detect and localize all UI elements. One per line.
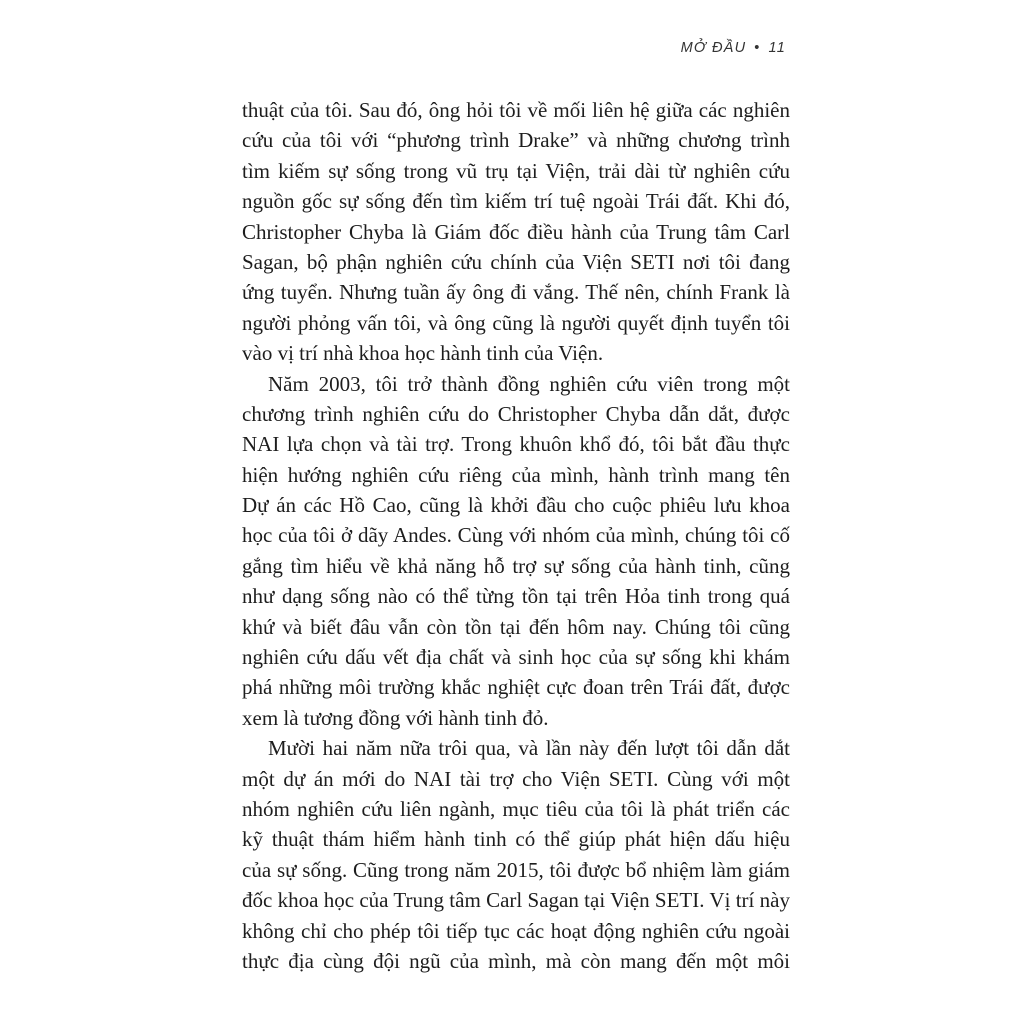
text-line: như dạng sống nào có thể từng tồn tại trên Hỏa tinh trong quá <box>242 584 790 609</box>
text-line: ứng tuyển. Nhưng tuần ấy ông đi vắng. Thế nên, chính Frank là <box>242 280 790 305</box>
text-line: NAI lựa chọn và tài trợ. Trong khuôn khổ đó, tôi bắt đầu thực <box>242 432 790 457</box>
body-text <box>242 95 790 976</box>
text-line: nghiên cứu dấu vết địa chất và sinh học của sự sống khi khám <box>242 645 790 670</box>
text-line: tìm kiếm sự sống trong vũ trụ tại Viện, trải dài từ nghiên cứu <box>242 158 790 183</box>
text-line: không chỉ cho phép tôi tiếp tục các hoạt động nghiên cứu ngoài <box>242 918 790 943</box>
paragraph <box>242 95 790 369</box>
text-line: học của tôi ở dãy Andes. Cùng với nhóm của mình, chúng tôi cố <box>242 523 790 548</box>
text-line: gắng tìm hiểu về khả năng hỗ trợ sự sống của hành tinh, cũng <box>242 553 790 578</box>
text-line: đốc khoa học của Trung tâm Carl Sagan tại Viện SETI. Vị trí này <box>242 888 790 913</box>
text-line: một dự án mới do NAI tài trợ cho Viện SETI. Cùng với một <box>242 766 790 791</box>
text-line: cứu của tôi với “phương trình Drake” và những chương trình <box>242 128 790 153</box>
text-line: hiện hướng nghiên cứu riêng của mình, hành trình mang tên <box>242 462 790 487</box>
text-line: Năm 2003, tôi trở thành đồng nghiên cứu viên trong một <box>268 371 790 396</box>
paragraph <box>242 733 790 976</box>
running-head <box>681 40 786 56</box>
text-line: phá những môi trường khắc nghiệt cực đoan trên Trái đất, được <box>242 675 790 700</box>
text-line: người phỏng vấn tôi, và ông cũng là người quyết định tuyển tôi <box>242 310 790 335</box>
text-line: nguồn gốc sự sống đến tìm kiếm trí tuệ ngoài Trái đất. Khi đó, <box>242 189 790 214</box>
text-line: Mười hai năm nữa trôi qua, và lần này đến lượt tôi dẫn dắt <box>268 736 790 761</box>
page-number: 11 <box>768 40 786 56</box>
text-line: thực địa cùng đội ngũ của mình, mà còn mang đến một môi <box>242 948 790 973</box>
paragraph <box>242 369 790 734</box>
text-line: khứ và biết đâu vẫn còn tồn tại đến hôm nay. Chúng tôi cũng <box>242 614 790 639</box>
text-line: thuật của tôi. Sau đó, ông hỏi tôi về mối liên hệ giữa các nghiên <box>242 98 790 122</box>
section-title: MỞ ĐẦU <box>680 40 747 56</box>
text-line: Christopher Chyba là Giám đốc điều hành của Trung tâm Carl <box>242 219 790 244</box>
text-line: chương trình nghiên cứu do Christopher Chyba dẫn dắt, được <box>242 401 790 426</box>
text-line: Dự án các Hồ Cao, cũng là khởi đầu cho cuộc phiêu lưu khoa <box>242 493 790 518</box>
text-line: kỹ thuật thám hiểm hành tinh có thể giúp phát hiện dấu hiệu <box>242 827 790 852</box>
text-line: vào vị trí nhà khoa học hành tinh của Viện. <box>242 341 604 366</box>
text-line: xem là tương đồng với hành tinh đỏ. <box>242 705 549 730</box>
text-line: của sự sống. Cũng trong năm 2015, tôi được bổ nhiệm làm giám <box>242 857 790 882</box>
text-line: nhóm nghiên cứu liên ngành, mục tiêu của tôi là phát triển các <box>242 796 790 821</box>
header-separator: • <box>754 40 761 56</box>
text-line: Sagan, bộ phận nghiên cứu chính của Viện SETI nơi tôi đang <box>242 249 790 274</box>
